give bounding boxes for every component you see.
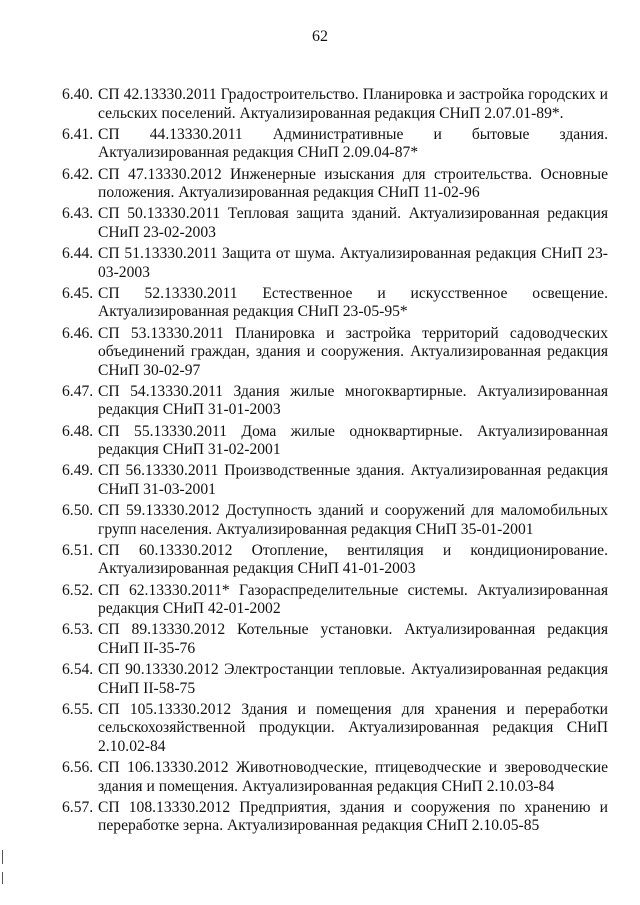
item-number: 6.53.	[62, 621, 94, 639]
item-text: СП 42.13330.2011 Градостроительство. Планировка и застройка городских и сельских поселений. Актуализированная редакция СНиП 2.07.01-89*.	[98, 86, 608, 122]
list-item	[62, 166, 608, 203]
list-item	[62, 462, 608, 499]
item-text: СП 60.13330.2012 Отопление, вентиляция и кондиционирование. Актуализированная редакция СНиП 41-01-2003	[98, 541, 608, 578]
item-text: СП 105.13330.2012 Здания и помещения для хранения и переработки сельскохозяйственной продукции. Актуализированная редакция СНиП 2.10.02-84	[98, 700, 608, 755]
item-number: 6.44.	[62, 245, 94, 262]
item-text: СП 52.13330.2011 Естественное и искусственное освещение. Актуализированная редакция СНиП 23-05-95*	[98, 284, 608, 321]
list-item	[62, 542, 608, 579]
item-text: СП 59.13330.2012 Доступность зданий и сооружений для маломобильных групп населения. Актуализированная редакция СНиП 35-01-2001	[98, 502, 608, 538]
list-item	[62, 126, 608, 163]
item-number: 6.56.	[62, 759, 94, 776]
item-number: 6.41.	[62, 125, 94, 143]
item-text: СП 106.13330.2012 Животноводческие, птицеводческие и звероводческие здания и помещения. Актуализированная редакция СНиП 2.10.03-84	[98, 759, 608, 795]
item-number: 6.54.	[62, 661, 94, 678]
item-number: 6.47.	[62, 382, 94, 400]
list-item	[62, 86, 608, 123]
item-text: СП 108.13330.2012 Предприятия, здания и сооружения по хранению и переработке зерна. Актуализированная редакция СНиП 2.10.05-85	[98, 798, 608, 835]
list-item	[62, 205, 608, 242]
scan-edge-mark	[2, 872, 3, 884]
item-text: СП 53.13330.2011 Планировка и застройка территорий садоводческих объединений граждан, здания и сооружения. Актуализированная редакция СНиП 30-02-97	[98, 324, 608, 379]
list-item	[62, 423, 608, 460]
list-item	[62, 383, 608, 420]
item-number: 6.49.	[62, 462, 94, 480]
item-number: 6.42.	[62, 165, 94, 183]
item-number: 6.57.	[62, 798, 94, 816]
list-item	[62, 285, 608, 322]
item-text: СП 54.13330.2011 Здания жилые многоквартирные. Актуализированная редакция СНиП 31-01-2003	[98, 382, 608, 419]
item-text: СП 55.13330.2011 Дома жилые одноквартирные. Актуализированная редакция СНиП 31-02-2001	[98, 422, 608, 458]
item-number: 6.45.	[62, 284, 94, 302]
item-number: 6.51.	[62, 541, 94, 559]
list-item	[62, 701, 608, 757]
item-number: 6.40.	[62, 86, 94, 103]
item-number: 6.55.	[62, 700, 94, 718]
item-number: 6.50.	[62, 502, 94, 519]
standards-list	[62, 86, 608, 839]
item-number: 6.43.	[62, 205, 94, 223]
item-number: 6.48.	[62, 422, 94, 440]
scan-edge-mark	[2, 850, 3, 864]
list-item	[62, 759, 608, 796]
item-text: СП 90.13330.2012 Электростанции тепловые. Актуализированная редакция СНиП II-58-75	[98, 661, 608, 697]
item-number: 6.52.	[62, 581, 94, 599]
list-item	[62, 621, 608, 658]
list-item	[62, 661, 608, 698]
list-item	[62, 799, 608, 836]
list-item	[62, 245, 608, 282]
item-text: СП 89.13330.2012 Котельные установки. Актуализированная редакция СНиП II-35-76	[98, 621, 608, 657]
item-text: СП 47.13330.2012 Инженерные изыскания для строительства. Основные положения. Актуализированная редакция СНиП 11-02-96	[98, 165, 608, 201]
list-item	[62, 582, 608, 619]
list-item	[62, 502, 608, 539]
item-text: СП 56.13330.2011 Производственные здания. Актуализированная редакция СНиП 31-03-2001	[98, 462, 608, 498]
item-text: СП 51.13330.2011 Защита от шума. Актуализированная редакция СНиП 23-03-2003	[98, 245, 608, 281]
list-item	[62, 325, 608, 381]
page-number: 62	[312, 28, 328, 45]
item-text: СП 44.13330.2011 Административные и бытовые здания. Актуализированная редакция СНиП 2.09.04-87*	[98, 125, 608, 162]
item-number: 6.46.	[62, 324, 94, 342]
item-text: СП 50.13330.2011 Тепловая защита зданий. Актуализированная редакция СНиП 23-02-2003	[98, 205, 608, 241]
item-text: СП 62.13330.2011* Газораспределительные системы. Актуализированная редакция СНиП 42-01-2002	[98, 581, 608, 617]
